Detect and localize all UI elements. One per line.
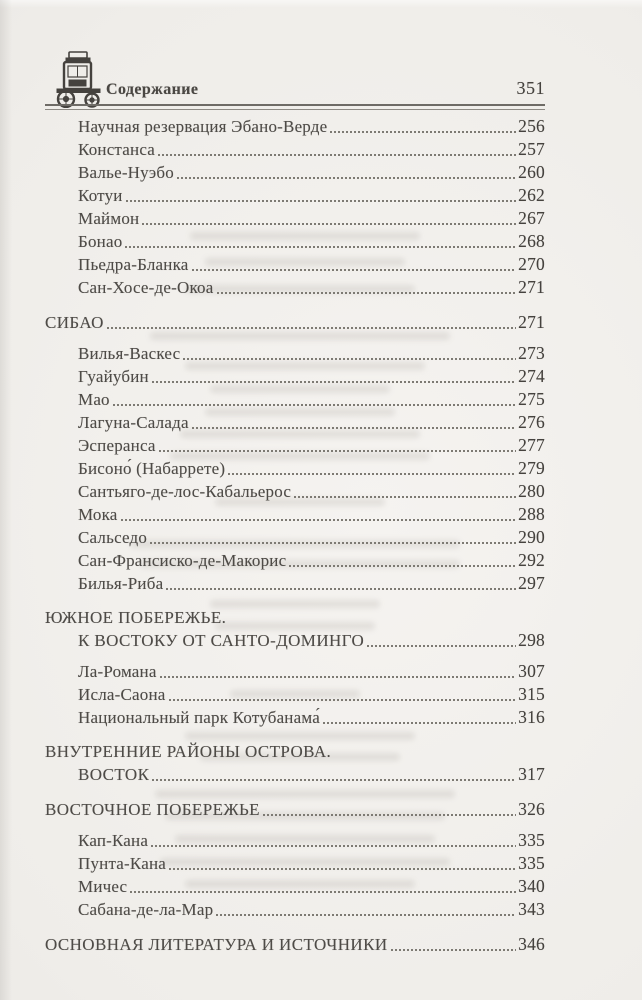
toc-row bbox=[45, 852, 545, 875]
toc-row bbox=[45, 629, 545, 652]
toc-item-entry bbox=[45, 115, 545, 138]
dot-leader bbox=[192, 427, 516, 429]
dot-leader bbox=[166, 588, 516, 590]
dot-leader bbox=[391, 949, 517, 951]
toc-row bbox=[45, 311, 545, 334]
toc-entry-label: ВНУТРЕННИЕ РАЙОНЫ ОСТРОВА. bbox=[45, 742, 332, 761]
toc-item-entry bbox=[45, 184, 545, 207]
toc-row bbox=[45, 503, 545, 526]
toc-row bbox=[45, 898, 545, 921]
toc-item-entry bbox=[45, 253, 545, 276]
toc-row bbox=[45, 411, 545, 434]
toc-entry-label: ВОСТОК bbox=[78, 765, 150, 784]
toc-entry-page: 297 bbox=[518, 573, 545, 593]
toc-entry-page: 307 bbox=[518, 661, 545, 681]
toc-row bbox=[45, 365, 545, 388]
toc-row bbox=[45, 706, 545, 729]
dot-leader bbox=[177, 177, 516, 179]
dot-leader bbox=[289, 565, 516, 567]
toc-entry-label: Ла-Романа bbox=[78, 662, 157, 681]
toc-entry-label: Сан-Франсиско-де-Макорис bbox=[78, 551, 287, 570]
dot-leader bbox=[169, 868, 516, 870]
toc-item-entry bbox=[45, 706, 545, 729]
toc-entry-page: 273 bbox=[518, 343, 545, 363]
dot-leader bbox=[294, 496, 516, 498]
toc-item-entry bbox=[45, 388, 545, 411]
dot-leader bbox=[158, 154, 516, 156]
toc-entry-label: ВОСТОЧНОЕ ПОБЕРЕЖЬЕ bbox=[45, 800, 260, 819]
dot-leader bbox=[330, 131, 516, 133]
toc-item-entry bbox=[45, 572, 545, 595]
dot-leader bbox=[183, 358, 516, 360]
dot-leader bbox=[367, 645, 516, 647]
dot-leader bbox=[152, 381, 516, 383]
toc-row bbox=[45, 207, 545, 230]
toc-entry-page: 346 bbox=[518, 934, 545, 954]
toc-item-entry bbox=[45, 683, 545, 706]
toc-item-entry bbox=[45, 138, 545, 161]
toc-row bbox=[45, 763, 545, 786]
toc-entry-page: 277 bbox=[518, 435, 545, 455]
dot-leader bbox=[151, 845, 516, 847]
toc-entry-page: 279 bbox=[518, 458, 545, 478]
toc-entry-label: Пьедра-Бланка bbox=[78, 255, 189, 274]
stagecoach-icon bbox=[52, 50, 104, 108]
toc-section-entry bbox=[45, 933, 545, 956]
toc-item-entry bbox=[45, 207, 545, 230]
toc-item-entry bbox=[45, 875, 545, 898]
toc-row bbox=[45, 741, 545, 763]
toc-item-entry bbox=[45, 549, 545, 572]
toc-entry-page: 335 bbox=[518, 853, 545, 873]
toc-row bbox=[45, 253, 545, 276]
toc-row bbox=[45, 434, 545, 457]
dot-leader bbox=[263, 814, 516, 816]
toc-entry-label: Мао bbox=[78, 390, 110, 409]
toc-entry-page: 335 bbox=[518, 830, 545, 850]
toc-item-entry bbox=[45, 480, 545, 503]
toc-entry-label: Валье-Нуэбо bbox=[78, 163, 174, 182]
dot-leader bbox=[323, 722, 516, 724]
toc-entry-page: 271 bbox=[518, 312, 545, 332]
toc-row bbox=[45, 607, 545, 629]
toc-entry-page: 316 bbox=[518, 707, 545, 727]
toc-row bbox=[45, 798, 545, 821]
toc-item-entry bbox=[45, 457, 545, 480]
dot-leader bbox=[130, 891, 516, 893]
dot-leader bbox=[107, 327, 516, 329]
dot-leader bbox=[125, 246, 516, 248]
dot-leader bbox=[228, 473, 516, 475]
toc-entry-label: Констанса bbox=[78, 140, 156, 159]
toc-entry-page: 317 bbox=[518, 764, 545, 784]
toc-entry-page: 274 bbox=[518, 366, 545, 386]
toc-row bbox=[45, 660, 545, 683]
toc-item-entry bbox=[45, 898, 545, 921]
toc-entry-label: Котуи bbox=[78, 186, 123, 205]
dot-leader bbox=[159, 450, 516, 452]
toc-entry-label: ОСНОВНАЯ ЛИТЕРАТУРА И ИСТОЧНИКИ bbox=[45, 935, 388, 954]
toc-entry-page: 275 bbox=[518, 389, 545, 409]
dot-leader bbox=[216, 914, 516, 916]
toc-item-entry bbox=[45, 660, 545, 683]
toc-entry-page: 292 bbox=[518, 550, 545, 570]
toc-entry-page: 298 bbox=[518, 630, 545, 650]
toc-item-entry bbox=[45, 503, 545, 526]
toc-section-entry bbox=[45, 311, 545, 334]
toc-entry-label: ЮЖНОЕ ПОБЕРЕЖЬЕ. bbox=[45, 608, 227, 627]
toc-entry-label: Вилья-Васкес bbox=[78, 344, 181, 363]
toc-row bbox=[45, 342, 545, 365]
toc-entry-label: Сабана-де-ла-Мар bbox=[78, 900, 214, 919]
toc-item-entry bbox=[45, 852, 545, 875]
toc-entry-page: 276 bbox=[518, 412, 545, 432]
dot-leader bbox=[150, 542, 516, 544]
toc-item-entry bbox=[45, 526, 545, 549]
page-title: Содержание bbox=[106, 81, 199, 98]
toc-entry-page: 267 bbox=[518, 208, 545, 228]
toc-entry-label: Пунта-Кана bbox=[78, 854, 167, 873]
toc-item-entry bbox=[45, 342, 545, 365]
dot-leader bbox=[217, 292, 517, 294]
toc-entry-page: 280 bbox=[518, 481, 545, 501]
toc-entry-page: 340 bbox=[518, 876, 545, 896]
dot-leader bbox=[126, 200, 517, 202]
toc-row bbox=[45, 933, 545, 956]
toc-entry-label: Эсперанса bbox=[78, 436, 156, 455]
toc-entry-label: Научная резервация Эбано-Верде bbox=[78, 117, 328, 136]
toc-entry-label: Маймон bbox=[78, 209, 140, 228]
toc-entry-label: Бисоно́ (Набаррете) bbox=[78, 459, 226, 478]
toc-row bbox=[45, 276, 545, 299]
dot-leader bbox=[142, 223, 516, 225]
toc-entry-page: 290 bbox=[518, 527, 545, 547]
toc-item-entry bbox=[45, 434, 545, 457]
toc-row bbox=[45, 138, 545, 161]
toc-item-entry bbox=[45, 230, 545, 253]
toc-entry-page: 288 bbox=[518, 504, 545, 524]
dot-leader bbox=[169, 699, 517, 701]
toc-row bbox=[45, 572, 545, 595]
dot-leader bbox=[192, 269, 517, 271]
toc-entry-label: Кап-Кана bbox=[78, 831, 149, 850]
toc-row bbox=[45, 161, 545, 184]
toc-row bbox=[45, 184, 545, 207]
dot-leader bbox=[113, 404, 516, 406]
toc-entry-page: 343 bbox=[518, 899, 545, 919]
dot-leader bbox=[152, 779, 516, 781]
toc-row bbox=[45, 829, 545, 852]
toc-entry-page: 271 bbox=[518, 277, 545, 297]
toc-section-entry bbox=[45, 798, 545, 821]
toc-entry-page: 262 bbox=[518, 185, 545, 205]
toc-entry-label: Билья-Риба bbox=[78, 574, 164, 593]
toc-row bbox=[45, 388, 545, 411]
toc-section-entry bbox=[45, 607, 545, 652]
toc-entry-label: Мока bbox=[78, 505, 118, 524]
toc-entry-label: Сан-Хосе-де-Окоа bbox=[78, 278, 214, 297]
toc-row bbox=[45, 115, 545, 138]
toc-entry-label: Гуайубин bbox=[78, 367, 149, 386]
toc-item-entry bbox=[45, 365, 545, 388]
toc-entry-page: 257 bbox=[518, 139, 545, 159]
toc-entry-label: Лагуна-Салада bbox=[78, 413, 189, 432]
toc-row bbox=[45, 549, 545, 572]
toc-entry-label: К ВОСТОКУ ОТ САНТО-ДОМИНГО bbox=[78, 631, 365, 650]
toc-item-entry bbox=[45, 411, 545, 434]
page-number: 351 bbox=[516, 78, 545, 98]
toc-entry-label: Бонао bbox=[78, 232, 123, 251]
toc-item-entry bbox=[45, 276, 545, 299]
toc-row bbox=[45, 457, 545, 480]
toc-entry-page: 315 bbox=[518, 684, 545, 704]
toc-entry-page: 268 bbox=[518, 231, 545, 251]
toc-section-entry bbox=[45, 741, 545, 786]
toc-entry-label: СИБАО bbox=[45, 313, 104, 332]
toc-row bbox=[45, 875, 545, 898]
header-rule bbox=[45, 104, 545, 110]
toc-row bbox=[45, 683, 545, 706]
toc-entry-page: 270 bbox=[518, 254, 545, 274]
toc-item-entry bbox=[45, 829, 545, 852]
toc-row bbox=[45, 230, 545, 253]
dot-leader bbox=[160, 676, 517, 678]
table-of-contents bbox=[45, 115, 545, 956]
toc-entry-label: Сальседо bbox=[78, 528, 148, 547]
toc-entry-label: Мичес bbox=[78, 877, 128, 896]
toc-item-entry bbox=[45, 161, 545, 184]
toc-entry-label: Исла-Саона bbox=[78, 685, 166, 704]
toc-entry-label: Национальный парк Котубанама́ bbox=[78, 708, 320, 727]
toc-row bbox=[45, 526, 545, 549]
toc-entry-page: 326 bbox=[518, 799, 545, 819]
toc-row bbox=[45, 480, 545, 503]
dot-leader bbox=[121, 519, 517, 521]
toc-entry-label: Сантьяго-де-лос-Кабальерос bbox=[78, 482, 292, 501]
toc-entry-page: 260 bbox=[518, 162, 545, 182]
toc-entry-page: 256 bbox=[518, 116, 545, 136]
